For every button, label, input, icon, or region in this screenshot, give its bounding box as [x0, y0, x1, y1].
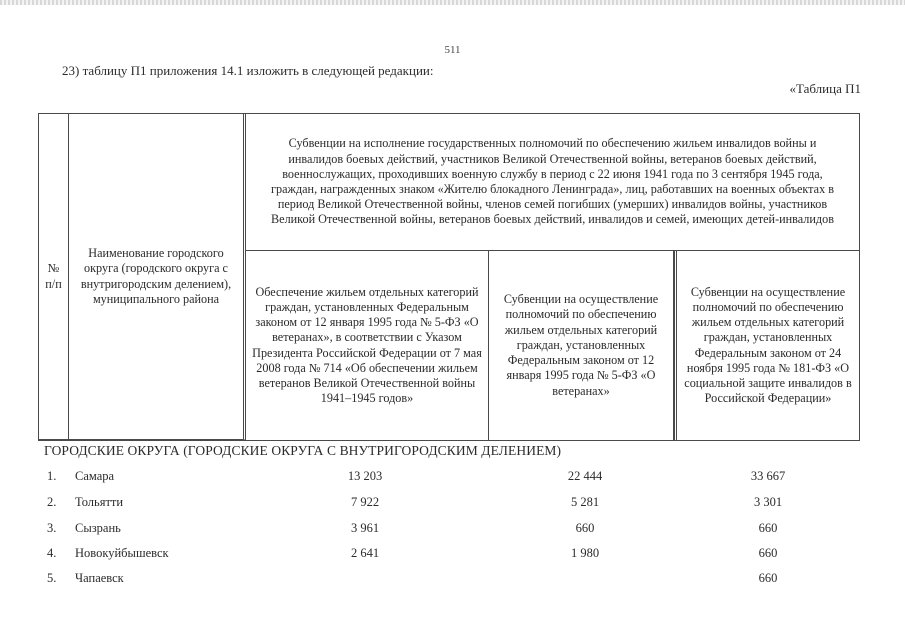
- row-name: Тольятти: [75, 495, 124, 509]
- table-row: [0, 469, 905, 489]
- row-name: Новокуйбышевск: [75, 546, 169, 560]
- scan-top-edge: [0, 0, 905, 5]
- row-value-2: 1 980: [570, 546, 600, 560]
- header-group-label: Субвенции на исполнение государственных полномочий по обеспечению жильем инвалидов войны и инвалидов боевых действий, участников Великой Отечественной войны, ветеранов боевых действий, военнослужащих, проходивших военную службу в период с 22 июня 1941 года по 3 сентября 1945 года, граждан, награжденных знаком «Жителю блокадного Ленинграда», лиц, работавших на военных объектах в период Великой Отечественной войны, членов семей погибших (умерших) инвалидов войны, участников Великой Отечественной войны, ветеранов боевых действий, инвалидов и семей, имеющих детей-инвалидов: [271, 136, 834, 227]
- table-row: [0, 521, 905, 541]
- header-sub-1-label: Обеспечение жильем отдельных категорий граждан, установленных Федеральным законом от 12 января 1995 года № 5-ФЗ «О ветеранах», в соответствии с Указом Президента Российской Федерации от 7 мая 2008 года № 714 «Об обеспечении жильем ветеранов Великой Отечественной войны 1941–1945 годов»: [252, 284, 482, 406]
- page-number: 511: [444, 44, 461, 56]
- row-number: 2.: [47, 495, 57, 509]
- header-sub-3-label: Субвенции на осуществление полномочий по обеспечению жильем отдельных категорий граждан, установленных Федеральным законом от 24 ноября 1995 года № 181-ФЗ «О социальной защите инвалидов в Российской Федерации»: [684, 284, 852, 406]
- row-value-2: 22 444: [567, 469, 603, 483]
- row-name: Самара: [75, 469, 115, 483]
- row-number: 5.: [47, 571, 57, 585]
- header-sub-3: [674, 251, 859, 440]
- row-value-1: 2 641: [350, 546, 380, 560]
- row-name: Чапаевск: [75, 571, 124, 585]
- table-row: [0, 546, 905, 566]
- row-value-1: 7 922: [350, 495, 380, 509]
- header-col-name: [69, 114, 246, 440]
- header-sub-2: [489, 251, 674, 440]
- table-header: [38, 113, 860, 441]
- header-sub-2-label: Субвенции на осуществление полномочий по обеспечению жильем отдельных категорий граждан, установленных Федеральным законом от 12 января 1995 года № 5-ФЗ «О ветеранах»: [503, 292, 659, 398]
- row-value-2: 5 281: [570, 495, 600, 509]
- header-group-subsidies: [246, 114, 859, 251]
- row-number: 1.: [47, 469, 57, 483]
- row-value-3: 660: [758, 521, 778, 535]
- section-title: ГОРОДСКИЕ ОКРУГА (ГОРОДСКИЕ ОКРУГА С ВНУТРИГОРОДСКИМ ДЕЛЕНИЕМ): [44, 443, 562, 458]
- table-reference: «Таблица П1: [789, 81, 861, 96]
- row-number: 4.: [47, 546, 57, 560]
- header-sub-1: [246, 251, 489, 440]
- table-row: [0, 495, 905, 515]
- header-col-number-label: № п/п: [45, 261, 62, 291]
- row-name: Сызрань: [75, 521, 121, 535]
- header-col-number: [39, 114, 69, 440]
- row-value-3: 33 667: [750, 469, 786, 483]
- table-row: [0, 571, 905, 591]
- row-value-3: 660: [758, 546, 778, 560]
- row-value-3: 660: [758, 571, 778, 585]
- row-value-1: 3 961: [350, 521, 380, 535]
- row-value-2: 660: [575, 521, 595, 535]
- header-col-name-label: Наименование городского округа (городского округа с внутригородским делением), муниципального района: [80, 246, 232, 306]
- row-value-1: 13 203: [347, 469, 383, 483]
- row-number: 3.: [47, 521, 57, 535]
- amendment-intro: 23) таблицу П1 приложения 14.1 изложить в следующей редакции:: [62, 63, 434, 78]
- row-value-3: 3 301: [753, 495, 783, 509]
